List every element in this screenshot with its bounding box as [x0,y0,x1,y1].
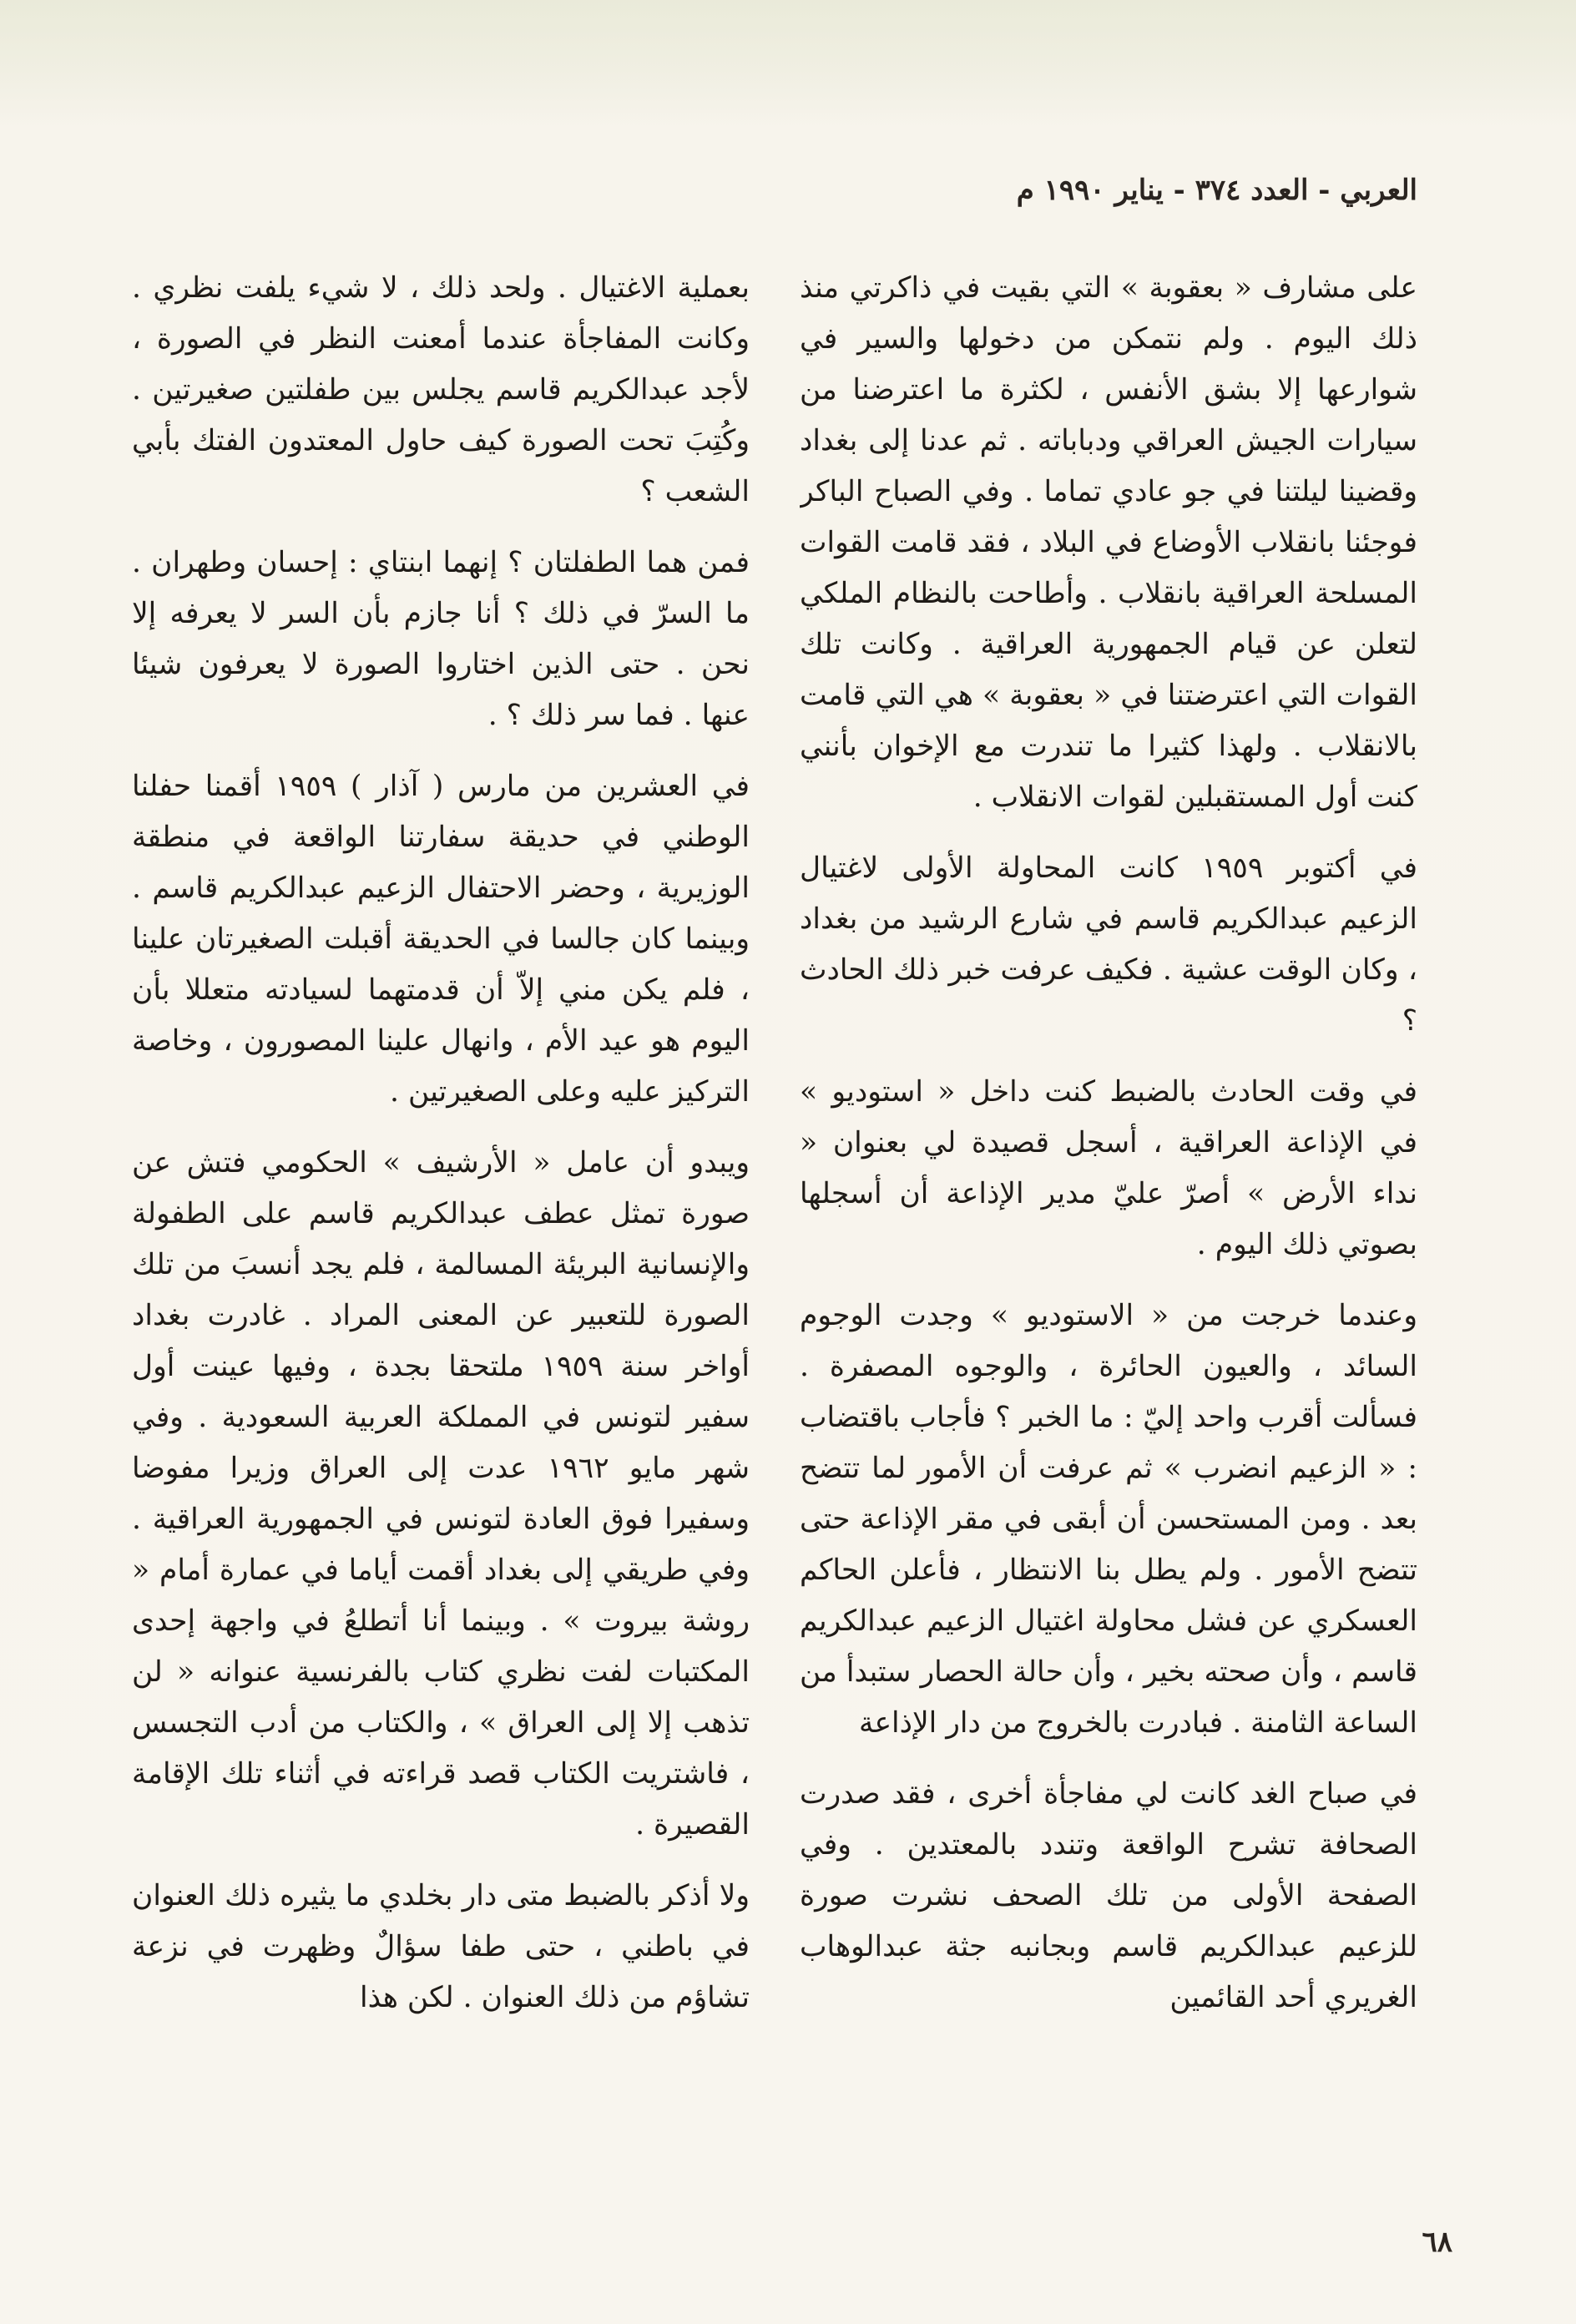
paragraph: فمن هما الطفلتان ؟ إنهما ابنتاي : إحسان وطهران . ما السرّ في ذلك ؟ أنا جازم بأن السر لا يعرفه إلا نحن . حتى الذين اختاروا الصورة لا يعرفون شيئا عنها . فما سر ذلك ؟ . [132,546,750,732]
paragraph: على مشارف « بعقوبة » التي بقيت في ذاكرتي منذ ذلك اليوم . ولم نتمكن من دخولها والسير في شوارعها إلا بشق الأنفس ، لكثرة ما اعترضنا من سيارات الجيش العراقي ودباباته . ثم عدنا إلى بغداد وقضينا ليلتنا في جو عادي تماما . وفي الصباح الباكر فوجئنا بانقلاب الأوضاع في البلاد ، فقد قامت القوات المسلحة العراقية بانقلاب . وأطاحت بالنظام الملكي لتعلن عن قيام الجمهورية العراقية . وكانت تلك القوات التي اعترضتنا في « بعقوبة » هي التي قامت بالانقلاب . ولهذا كثيرا ما تندرت مع الإخوان بأنني كنت أول المستقبلين لقوات الانقلاب . [800,271,1417,814]
running-header: العربي - العدد ٣٧٤ - يناير ١٩٩٠ م [1016,174,1417,207]
text-column-left [132,263,750,2208]
paragraph: ويبدو أن عامل « الأرشيف » الحكومي فتش عن صورة تمثل عطف عبدالكريم قاسم على الطفولة والإنسانية البريئة المسالمة ، فلم يجد أنسبَ من تلك الصورة للتعبير عن المعنى المراد . غادرت بغداد أواخر سنة ١٩٥٩ ملتحقا بجدة ، وفيها عينت أول سفير لتونس في المملكة العربية السعودية . وفي شهر مايو ١٩٦٢ عدت إلى العراق وزيرا مفوضا وسفيرا فوق العادة لتونس في الجمهورية العراقية . وفي طريقي إلى بغداد أقمت أياما في عمارة أمام « روشة بيروت » . وبينما أنا أتطلعُ في واجهة إحدى المكتبات لفت نظري كتاب بالفرنسية عنوانه « لن تذهب إلا إلى العراق » ، والكتاب من أدب التجسس ، فاشتريت الكتاب قصد قراءته في أثناء تلك الإقامة القصيرة . [132,1146,750,1842]
page-number: ٦٨ [1422,2225,1452,2259]
paragraph: بعملية الاغتيال . ولحد ذلك ، لا شيء يلفت نظري . وكانت المفاجأة عندما أمعنت النظر في الصورة ، لأجد عبدالكريم قاسم يجلس بين طفلتين صغيرتين . وكُتِبَ تحت الصورة كيف حاول المعتدون الفتك بأبي الشعب ؟ [132,271,750,508]
paragraph: في العشرين من مارس ( آذار ) ١٩٥٩ أقمنا حفلنا الوطني في حديقة سفارتنا الواقعة في منطقة الوزيرية ، وحضر الاحتفال الزعيم عبدالكريم قاسم . وبينما كان جالسا في الحديقة أقبلت الصغيرتان علينا ، فلم يكن مني إلاّ أن قدمتهما لسيادته متعللا بأن اليوم هو عيد الأم ، وانهال علينا المصورون ، وخاصة التركيز عليه وعلى الصغيرتين . [132,770,750,1109]
text-column-right [800,263,1417,2208]
paragraph: في أكتوبر ١٩٥٩ كانت المحاولة الأولى لاغتيال الزعيم عبدالكريم قاسم في شارع الرشيد من بغداد ، وكان الوقت عشية . فكيف عرفت خبر ذلك الحادث ؟ [800,851,1417,1038]
paragraph: في صباح الغد كانت لي مفاجأة أخرى ، فقد صدرت الصحافة تشرح الواقعة وتندد بالمعتدين . وفي الصفحة الأولى من تلك الصحف نشرت صورة للزعيم عبدالكريم قاسم وبجانبه جثة عبدالوهاب الغريري أحد القائمين [800,1777,1417,2014]
paragraph: ولا أذكر بالضبط متى دار بخلدي ما يثيره ذلك العنوان في باطني ، حتى طفا سؤالٌ وظهرت في نزعة تشاؤم من ذلك العنوان . لكن هذا [132,1879,750,2014]
paragraph: في وقت الحادث بالضبط كنت داخل « استوديو » في الإذاعة العراقية ، أسجل قصيدة لي بعنوان « نداء الأرض » أصرّ عليّ مدير الإذاعة أن أسجلها بصوتي ذلك اليوم . [800,1075,1417,1261]
scan-edge-shade [0,0,1576,125]
paragraph: وعندما خرجت من « الاستوديو » وجدت الوجوم السائد ، والعيون الحائرة ، والوجوه المصفرة . فسألت أقرب واحد إليّ : ما الخبر ؟ فأجاب باقتضاب : « الزعيم انضرب » ثم عرفت أن الأمور لما تتضح بعد . ومن المستحسن أن أبقى في مقر الإذاعة حتى تتضح الأمور . ولم يطل بنا الانتظار ، فأعلن الحاكم العسكري عن فشل محاولة اغتيال الزعيم عبدالكريم قاسم ، وأن صحته بخير ، وأن حالة الحصار ستبدأ من الساعة الثامنة . فبادرت بالخروج من دار الإذاعة [800,1299,1417,1740]
